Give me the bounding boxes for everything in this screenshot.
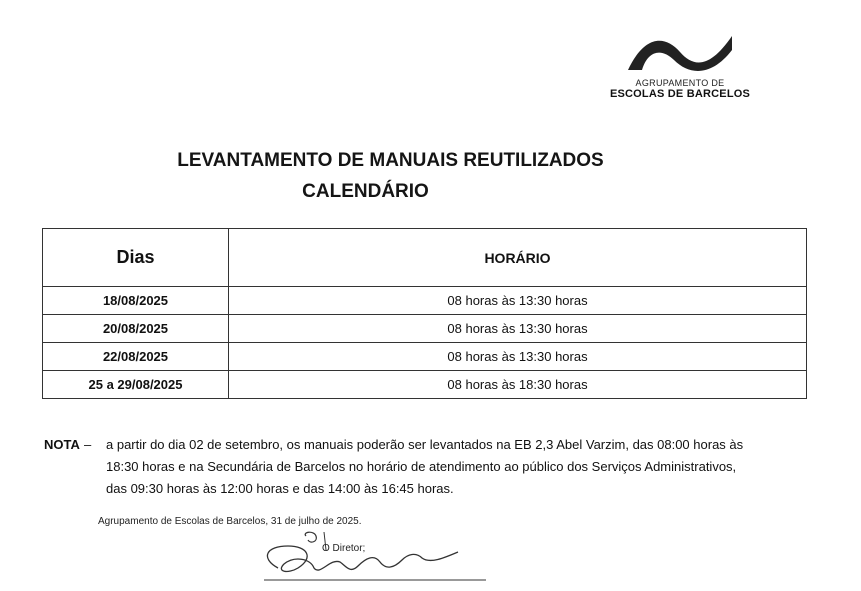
table-row: [43, 315, 807, 343]
note-line-1: a partir do dia 02 de setembro, os manuais poderão ser levantados na EB 2,3 Abel Varzim, das 08:00 horas às: [106, 437, 744, 452]
place-date: Agrupamento de Escolas de Barcelos, 31 de julho de 2025.: [98, 516, 362, 527]
hours-cell: 08 horas às 13:30 horas: [229, 343, 807, 371]
note-line-2: 18:30 horas e na Secundária de Barcelos no horário de atendimento ao público dos Serviços Administrativos,: [106, 459, 737, 474]
day-cell: 22/08/2025: [43, 343, 229, 371]
table-row: [43, 371, 807, 399]
logo-text-top: AGRUPAMENTO DE: [635, 78, 725, 88]
header-horario: HORÁRIO: [229, 229, 807, 287]
note-dash: –: [84, 437, 92, 452]
document-title: LEVANTAMENTO DE MANUAIS REUTILIZADOS: [177, 150, 604, 171]
day-cell: 18/08/2025: [43, 287, 229, 315]
day-cell: 25 a 29/08/2025: [43, 371, 229, 399]
hours-cell: 08 horas às 13:30 horas: [229, 287, 807, 315]
table-header-row: [43, 229, 807, 287]
note-label: NOTA: [44, 437, 80, 452]
director-signature: [258, 528, 498, 591]
logo-wave-icon: [624, 30, 736, 74]
school-logo: [600, 30, 760, 100]
table-row: [43, 287, 807, 315]
note-block: [44, 434, 824, 500]
director-label: O Diretor;: [322, 543, 366, 554]
header-dias: Dias: [43, 229, 229, 287]
day-cell: 20/08/2025: [43, 315, 229, 343]
note-line-3: das 09:30 horas às 12:00 horas e das 14:00 às 16:45 horas.: [106, 481, 454, 496]
table-row: [43, 343, 807, 371]
signature-icon: [258, 528, 498, 586]
logo-text-bottom: ESCOLAS DE BARCELOS: [609, 88, 751, 100]
calendar-table: [42, 228, 807, 399]
hours-cell: 08 horas às 13:30 horas: [229, 315, 807, 343]
document-subtitle: CALENDÁRIO: [302, 181, 429, 202]
hours-cell: 08 horas às 18:30 horas: [229, 371, 807, 399]
